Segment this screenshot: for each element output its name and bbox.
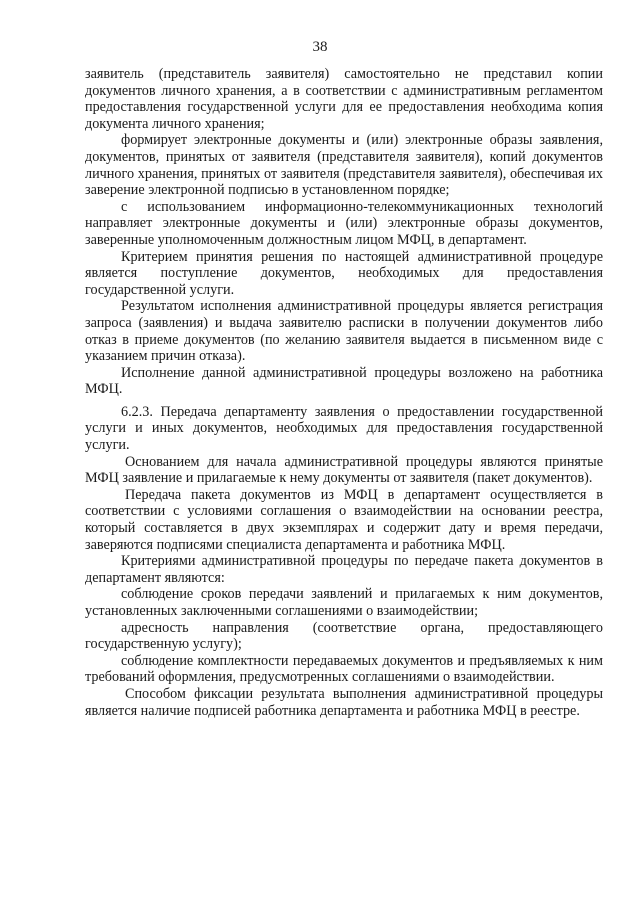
section-heading-6-2-3: 6.2.3. Передача департаменту заявления о предоставлении государственной услуги и иных документов, необходимых для предоставления государственной услуги. — [85, 403, 603, 454]
paragraph-procedure-result: Результатом исполнения административной процедуры является регистрация запроса (заявления) и выдача заявителю расписки в получении документов либо отказ в приеме документов (по желанию заявителя выдается в письменном виде с указанием причин отказа). — [85, 298, 603, 365]
page-number: 38 — [312, 39, 328, 55]
list-item-deadlines: соблюдение сроков передачи заявлений и прилагаемых к ним документов, установленных заключенными соглашениями о взаимодействии; — [85, 586, 603, 619]
paragraph-procedure-basis: Основанием для начала административной процедуры являются принятые МФЦ заявление и прилагаемые к нему документы от заявителя (пакет документов). — [85, 453, 603, 487]
paragraph-decision-criterion: Критерием принятия решения по настоящей административной процедуре является поступление документов, необходимых для предоставления государственной услуги. — [85, 248, 603, 298]
paragraph-transfer-criteria: Критериями административной процедуры по передаче пакета документов в департамент являются: — [85, 553, 603, 586]
paragraph-package-transfer: Передача пакета документов из МФЦ в департамент осуществляется в соответствии с условиями соглашения о взаимодействии на основании реестра, который составляется в двух экземплярах и содержит дату и время передачи, заверяются подписями специалиста департамента и работника МФЦ. — [85, 486, 603, 553]
list-item-addressing: адресность направления (соответствие органа, предоставляющего государственную услугу); — [85, 619, 603, 653]
document-body — [85, 66, 603, 719]
paragraph-forms-electronic-documents: формирует электронные документы и (или) электронные образы заявления, документов, принятых от заявителя (представителя заявителя), копий документов личного хранения, принятых от заявителя (представителя заявителя), обеспечивая их заверение электронной подписью в установленном порядке; — [85, 132, 603, 199]
paragraph-applicant-copies: заявитель (представитель заявителя) самостоятельно не представил копии документов личного хранения, а в соответствии с административным регламентом предоставления государственной услуги для ее предоставления необходима копия документа личного хранения; — [85, 66, 603, 132]
paragraph-sends-electronic-documents: с использованием информационно-телекоммуникационных технологий направляет электронные документы и (или) электронные образы документов, заверенные уполномоченным должностным лицом МФЦ, в департамент. — [85, 198, 603, 248]
list-item-completeness: соблюдение комплектности передаваемых документов и предъявляемых к ним требований оформления, предусмотренных соглашениями о взаимодействии. — [85, 652, 603, 686]
paragraph-procedure-executor: Исполнение данной административной процедуры возложено на работника МФЦ. — [85, 364, 603, 398]
paragraph-result-recording: Способом фиксации результата выполнения административной процедуры является наличие подписей работника департамента и работника МФЦ в реестре. — [85, 685, 603, 719]
